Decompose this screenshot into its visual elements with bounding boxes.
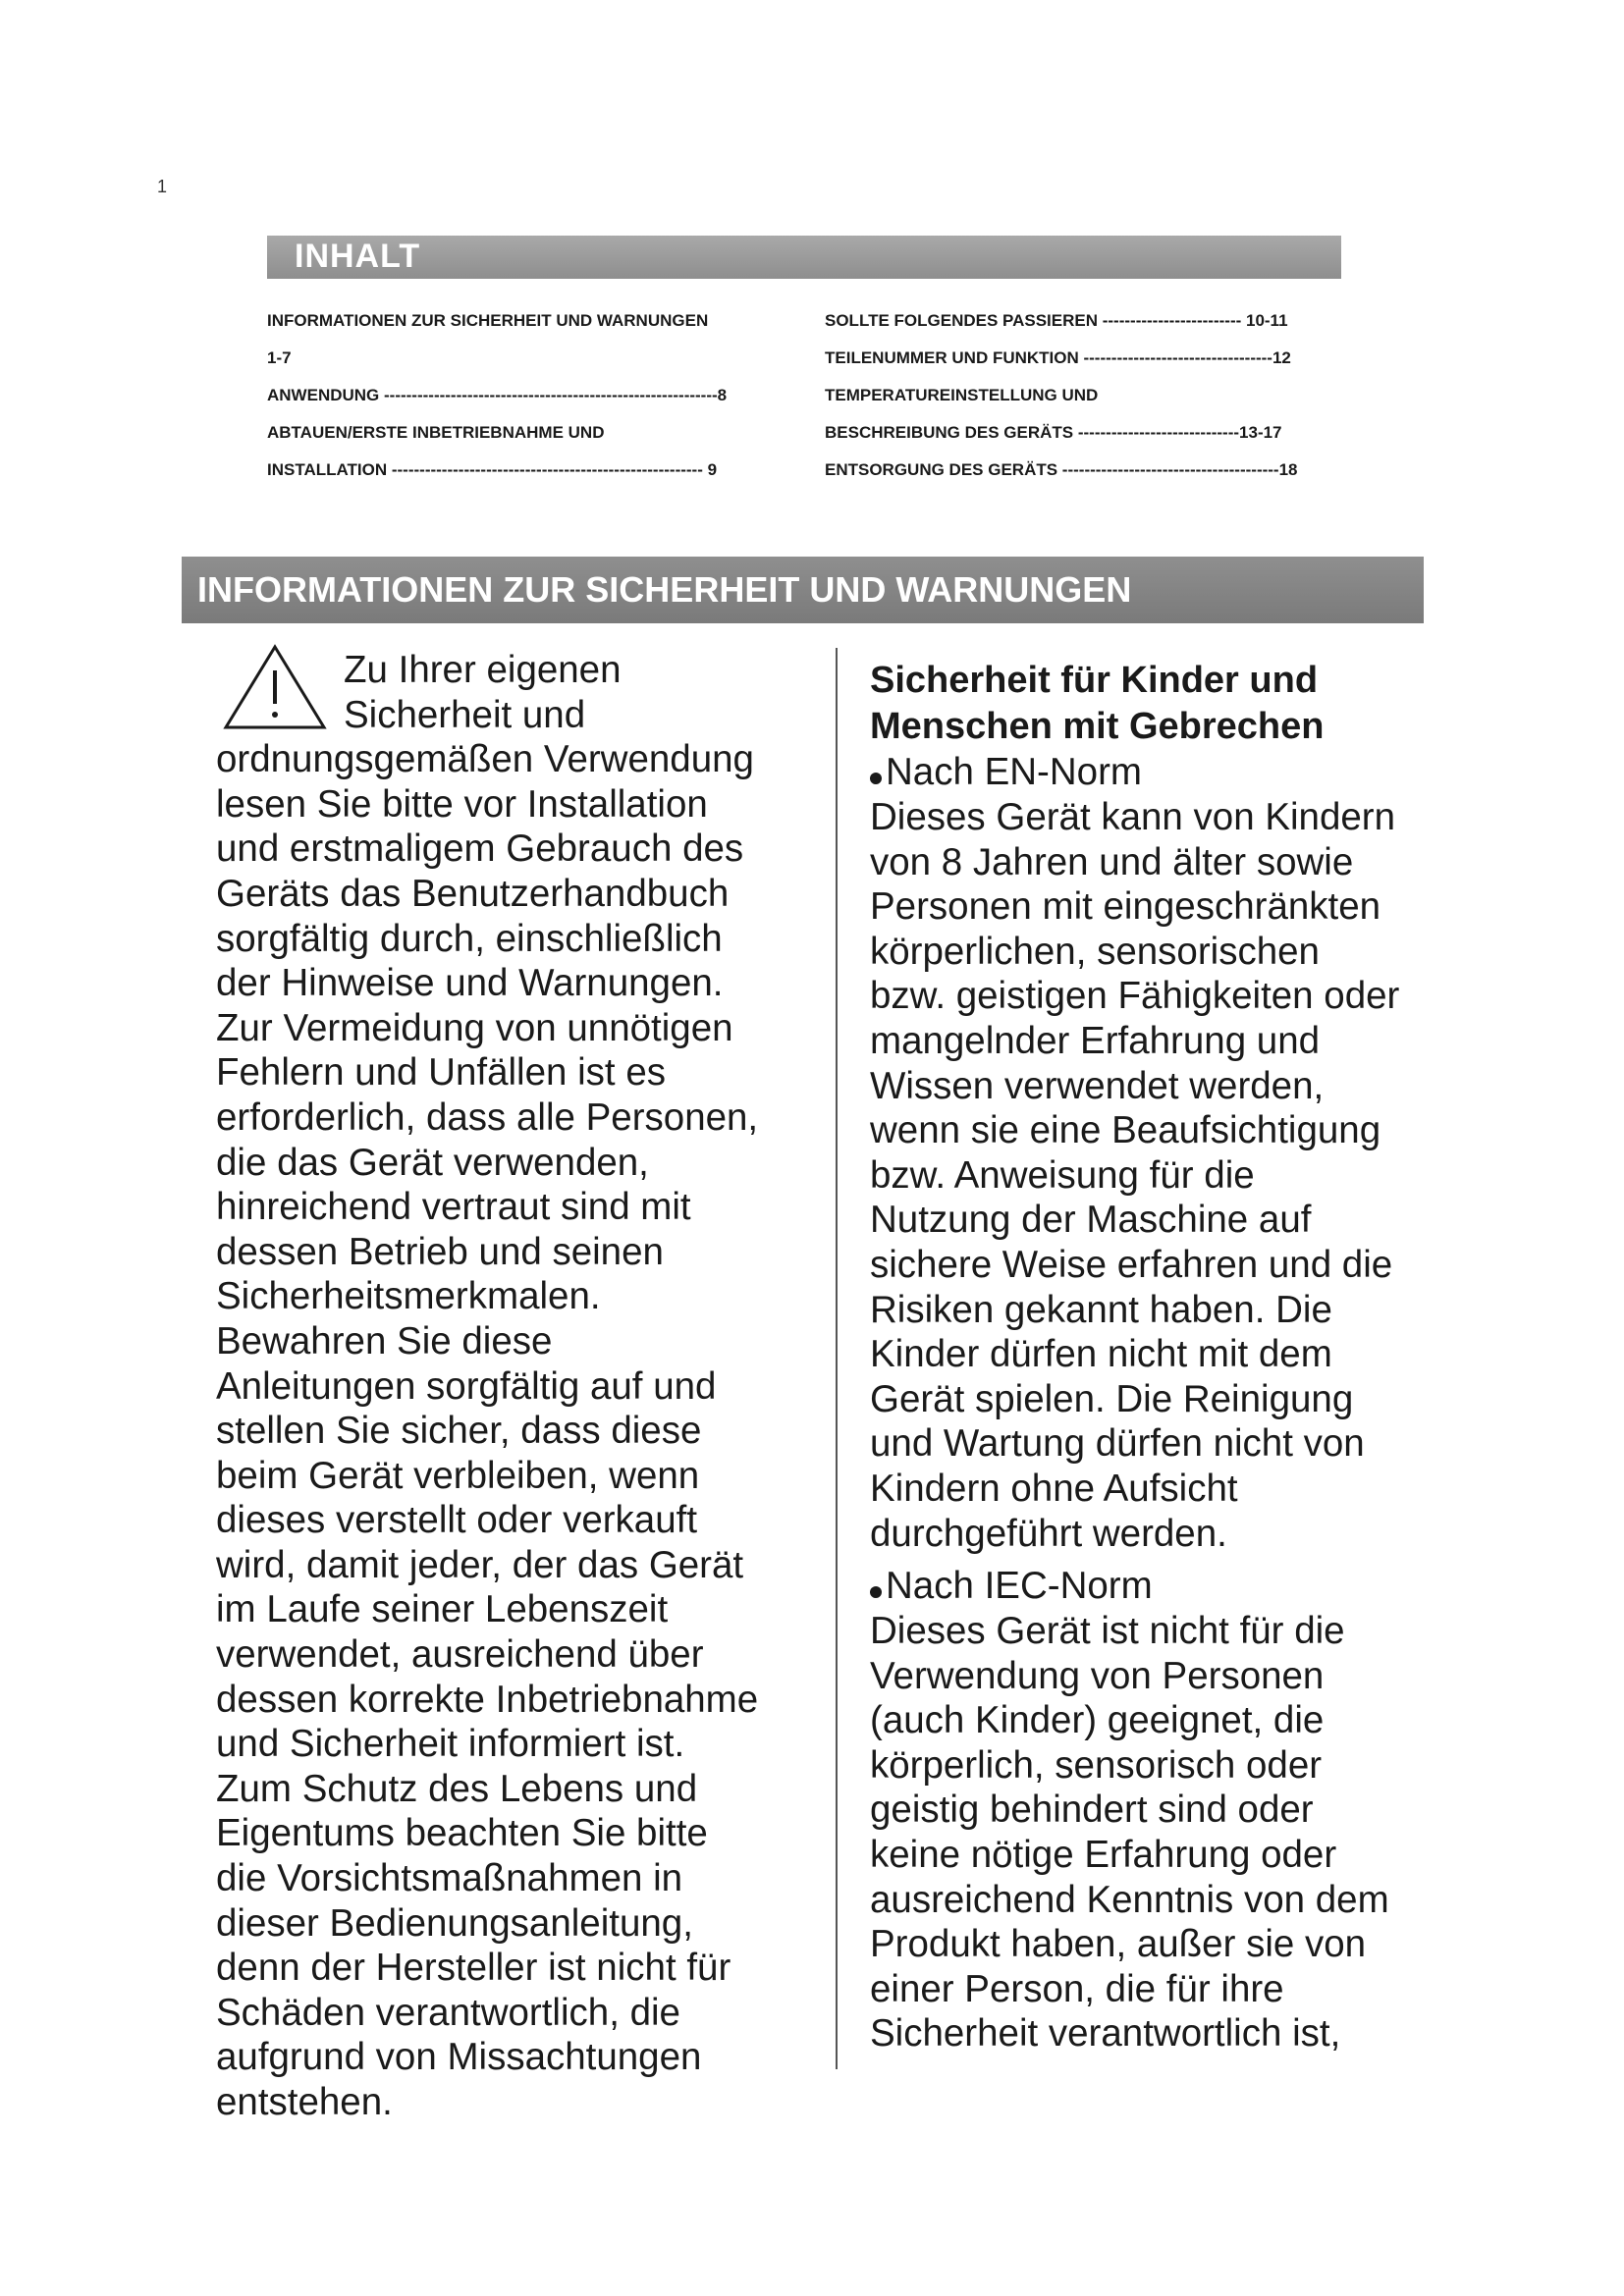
text-line: die das Gerät verwenden, [216,1141,649,1184]
text-line: dessen Betrieb und seinen [216,1230,664,1273]
text-line: keine nötige Erfahrung oder [870,1834,1337,1877]
text-line: stellen Sie sicher, dass diese [216,1410,702,1453]
text-line: im Laufe seiner Lebenszeit [216,1588,669,1631]
text-line: hinreichend vertraut sind mit [216,1186,691,1229]
text-line: sorgfältig durch, einschließlich [216,917,723,960]
toc-entry: ENTSORGUNG DES GERÄTS ---------------------------------------18 [825,460,1298,479]
text-line: dieses verstellt oder verkauft [216,1499,698,1542]
text-line: aufgrund von Missachtungen [216,2036,702,2079]
toc-entry: TEILENUMMER UND FUNKTION ----------------------------------12 [825,348,1291,367]
text-line: erforderlich, dass alle Personen, [216,1095,759,1139]
text-line: Bewahren Sie diese [216,1319,553,1362]
toc-title: INHALT [295,238,421,275]
right-column-text [870,653,1399,2056]
text-line: Schäden verantwortlich, die [216,1991,680,2034]
text-line: Risiken gekannt haben. Die [870,1288,1332,1331]
column-divider [836,648,838,2069]
text-line: mangelnder Erfahrung und [870,1019,1321,1062]
text-line: beim Gerät verbleiben, wenn [216,1454,700,1497]
text-line: Kindern ohne Aufsicht [870,1467,1238,1510]
text-line: Kinder dürfen nicht mit dem [870,1333,1332,1376]
right-column-title: Sicherheit für Kinder und [870,660,1319,701]
text-line: Anleitungen sorgfältig auf und [216,1364,717,1408]
text-line: sichere Weise erfahren und die [870,1243,1393,1286]
text-line: und erstmaligem Gebrauch des [216,828,744,871]
text-line: und Wartung dürfen nicht von [870,1422,1365,1466]
text-line: Dieses Gerät ist nicht für die [870,1610,1345,1653]
text-line: Personen mit eingeschränkten [870,885,1381,929]
toc-header [267,236,1341,279]
text-line: (auch Kinder) geeignet, die [870,1699,1325,1742]
left-column-text [216,648,758,2125]
bullet-dot-icon [870,1586,882,1598]
text-line: Zu Ihrer eigenen [344,649,622,691]
text-line: bzw. geistigen Fähigkeiten oder [870,975,1400,1018]
section-title: INFORMATIONEN ZUR SICHERHEIT UND WARNUNGEN [197,569,1132,610]
bullet-label: Nach EN-Norm [886,751,1142,793]
text-line: durchgeführt werden. [870,1512,1227,1555]
toc-entry: SOLLTE FOLGENDES PASSIEREN ------------------------- 10-11 [825,311,1288,330]
right-column-title: Menschen mit Gebrechen [870,706,1325,747]
text-line: denn der Hersteller ist nicht für [216,1947,731,1990]
toc-entry: ANWENDUNG ------------------------------------------------------------8 [267,386,728,404]
toc-entry: ABTAUEN/ERSTE INBETRIEBNAHME UND [267,423,605,442]
paragraph-en-norm [870,795,1399,1556]
toc-right-column [825,302,1355,489]
text-line: Nutzung der Maschine auf [870,1199,1312,1242]
text-line: dieser Bedienungsanleitung, [216,1901,693,1945]
text-line: Gerät spielen. Die Reinigung [870,1377,1354,1420]
toc-entry: 1-7 [267,348,292,367]
text-line: einer Person, die für ihre [870,1967,1284,2010]
text-line: und Sicherheit informiert ist. [216,1723,685,1766]
text-line: entstehen. [216,2081,393,2123]
text-line: Produkt haben, außer sie von [870,1923,1367,1966]
text-line: Sicherheitsmerkmalen. [216,1275,601,1318]
text-line: Geräts das Benutzerhandbuch [216,872,730,915]
text-line: die Vorsichtsmaßnahmen in [216,1857,683,1900]
text-line: bzw. Anweisung für die [870,1153,1255,1197]
text-line: Fehlern und Unfällen ist es [216,1051,666,1095]
page-number: 1 [157,177,168,196]
text-line: Sicherheit und [344,693,586,736]
text-line: von 8 Jahren und älter sowie [870,840,1354,883]
toc-entry: TEMPERATUREINSTELLUNG UND [825,386,1099,404]
toc-entry: BESCHREIBUNG DES GERÄTS -----------------------------13-17 [825,423,1282,442]
text-line: körperlichen, sensorischen [870,930,1320,973]
text-line: geistig behindert sind oder [870,1789,1314,1832]
text-line: ausreichend Kenntnis von dem [870,1878,1389,1921]
text-line: körperlich, sensorisch oder [870,1743,1323,1787]
text-line: wird, damit jeder, der das Gerät [216,1543,744,1586]
text-line: lesen Sie bitte vor Installation [216,782,708,826]
toc-entry: INFORMATIONEN ZUR SICHERHEIT UND WARNUNGEN [267,311,709,330]
bullet-iec-norm [870,1564,1399,1609]
paragraph-iec-norm [870,1609,1399,2056]
text-line: ordnungsgemäßen Verwendung [216,738,754,781]
bullet-en-norm [870,750,1399,795]
text-line: Zum Schutz des Lebens und [216,1767,698,1810]
bullet-dot-icon [870,773,882,784]
toc-left-column [267,302,778,489]
text-line: dessen korrekte Inbetriebnahme [216,1678,759,1721]
text-line: Verwendung von Personen [870,1654,1325,1697]
section-header [182,557,1424,623]
text-line: Dieses Gerät kann von Kindern [870,796,1396,838]
text-line: Wissen verwendet werden, [870,1064,1325,1107]
bullet-label: Nach IEC-Norm [886,1565,1153,1608]
text-line: der Hinweise und Warnungen. [216,962,724,1005]
text-line: Sicherheit verantwortlich ist, [870,2012,1341,2056]
text-line: wenn sie eine Beaufsichtigung [870,1109,1381,1152]
text-line: Zur Vermeidung von unnötigen [216,1006,733,1049]
text-line: verwendet, ausreichend über [216,1633,704,1677]
text-line: Eigentums beachten Sie bitte [216,1812,708,1855]
toc-entry: INSTALLATION -------------------------------------------------------- 9 [267,460,718,479]
